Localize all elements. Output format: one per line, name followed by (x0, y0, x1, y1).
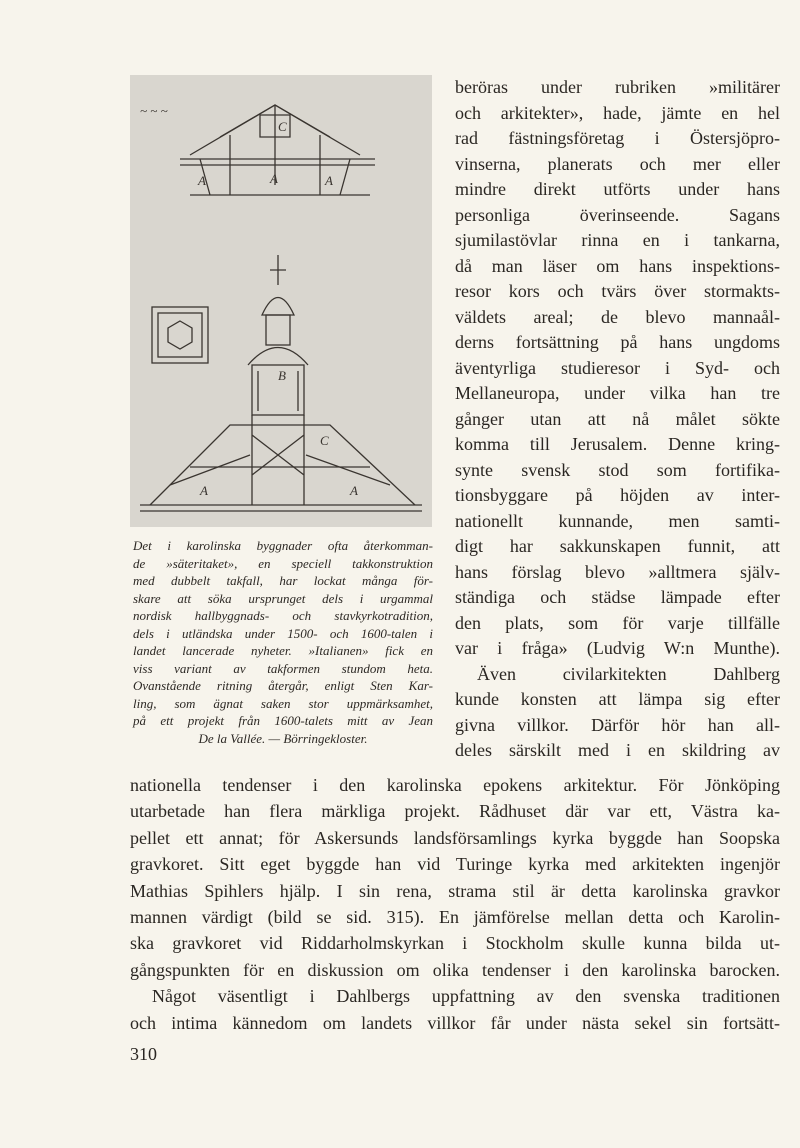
svg-text:A: A (270, 171, 278, 186)
text-line: då man läser om hans inspektions- (455, 255, 780, 276)
text-line: vinserna, planerats och mer eller (455, 153, 780, 174)
text-line: Även civilarkitekten Dahlberg (477, 663, 780, 684)
svg-text:C: C (320, 433, 329, 448)
svg-text:A: A (198, 173, 206, 188)
svg-text:B: B (278, 368, 286, 383)
caption-line: med dubbelt takfall, har lockat många för- (133, 573, 433, 588)
text-line: och arkitekter», hade, jämte en hel (455, 102, 780, 123)
text-line: väldets areal; de blevo mannaål- (455, 306, 780, 327)
text-line: pellet ett annat; för Askersunds landsförsamlings kyrka byggde han Soopska (130, 827, 780, 848)
text-line: gravkoret. Sitt eget byggde han vid Turinge kyrka med arkitekten ingenjör (130, 854, 780, 875)
text-line: Något väsentligt i Dahlbergs uppfattning av den svenska traditionen (152, 986, 780, 1007)
caption-line: Ovanstående ritning återgår, enligt Sten Kar- (133, 678, 433, 693)
figure-caption (133, 537, 433, 747)
text-line: nationella tendenser i den karolinska epokens arkitektur. För Jönköping (130, 775, 780, 795)
svg-text:A: A (200, 483, 208, 498)
text-line: ständiga och städse lämpade efter (455, 587, 780, 607)
text-line: Mathias Spihlers hjälp. I sin rena, strama stil är detta karolinska gravkor (130, 880, 780, 901)
caption-line: dels i utländska under 1500- och 1600-talen i (133, 625, 433, 641)
text-line: sjumilastövlar rinna en i tankarna, (455, 230, 780, 250)
text-line: äventyrliga studieresor i Syd- och (455, 357, 780, 378)
svg-text:A: A (350, 483, 358, 498)
text-line: personliga överinseende. Sagans (455, 204, 780, 225)
text-line: givna villkor. Därför hör han all- (455, 714, 780, 735)
text-line: gångspunkten för en diskussion om olika tendenser i den karolinska barocken. (130, 959, 780, 980)
text-line: mannen värdigt (bild se sid. 315). En jämförelse mellan detta och Karolin- (130, 907, 780, 928)
text-line: derns fortsättning på hans ungdoms (455, 332, 780, 352)
right-column-text (455, 75, 780, 764)
text-line: utarbetade han flera märkliga projekt. Rådhuset där var ett, Västra ka- (130, 801, 780, 822)
text-line: mindre direkt utförts under hans (455, 179, 780, 199)
text-line: den plats, som för varje tillfälle (455, 612, 780, 633)
text-line: resor kors och tvärs över stormakts- (455, 281, 780, 301)
caption-line: de »säteritaket», en speciell takkonstruktion (133, 555, 433, 571)
svg-text:C: C (278, 119, 287, 134)
caption-line: landet lancerade nyheter. »Italianen» fick en (133, 643, 433, 658)
text-line: kunde konsten att lämpa sig efter (455, 689, 780, 709)
text-line: Mellaneuropa, under vilka han tre (455, 383, 780, 403)
caption-line: på ett projekt från 1600-talets mitt av Jean (133, 713, 433, 728)
architectural-drawing-figure (130, 75, 432, 527)
text-line: tionsbyggare på höjden av inter- (455, 485, 780, 505)
svg-text:A: A (325, 173, 333, 188)
text-line: rad fästningsföretag i Östersjöpro- (455, 128, 780, 148)
caption-line: ling, som ägnat saken stor uppmärksamhet, (133, 695, 433, 711)
text-line: synte svensk stod som fortifika- (455, 459, 780, 480)
page-number: 310 (130, 1044, 157, 1064)
caption-line: skare att söka ursprunget dels i urgammal (133, 590, 433, 606)
text-line: hans förslag blevo »alltmera själv- (455, 561, 780, 582)
svg-text:~ ~ ~: ~ ~ ~ (140, 103, 168, 118)
full-width-text (130, 772, 780, 1036)
text-line: deles särskilt med i en skildring av (455, 740, 780, 760)
text-line: beröras under rubriken »militärer (455, 77, 780, 97)
caption-line: Det i karolinska byggnader ofta återkomman- (133, 538, 433, 553)
text-line: gånger utan att nå målet sökte (455, 408, 780, 429)
text-line: nationellt kunnande, men samti- (455, 510, 780, 531)
text-line: digt har sakkunskapen funnit, att (455, 536, 780, 556)
caption-line: viss variant av takformen stundom heta. (133, 660, 433, 676)
roof-truss-drawing (130, 75, 432, 527)
text-line: ska gravkoret vid Riddarholmskyrkan i Stockholm skulle kunna bilda ut- (130, 933, 780, 954)
caption-line: De la Vallée. — Börringekloster. (198, 730, 368, 746)
text-line: komma till Jerusalem. Denne kring- (455, 434, 780, 454)
text-line: var i fråga» (Ludvig W:n Munthe). (455, 638, 780, 658)
caption-line: nordisk hallbyggnads- och stavkyrkotradition, (133, 608, 433, 623)
text-line: och intima kännedom om landets villkor får under nästa sekel sin fortsätt- (130, 1012, 780, 1033)
